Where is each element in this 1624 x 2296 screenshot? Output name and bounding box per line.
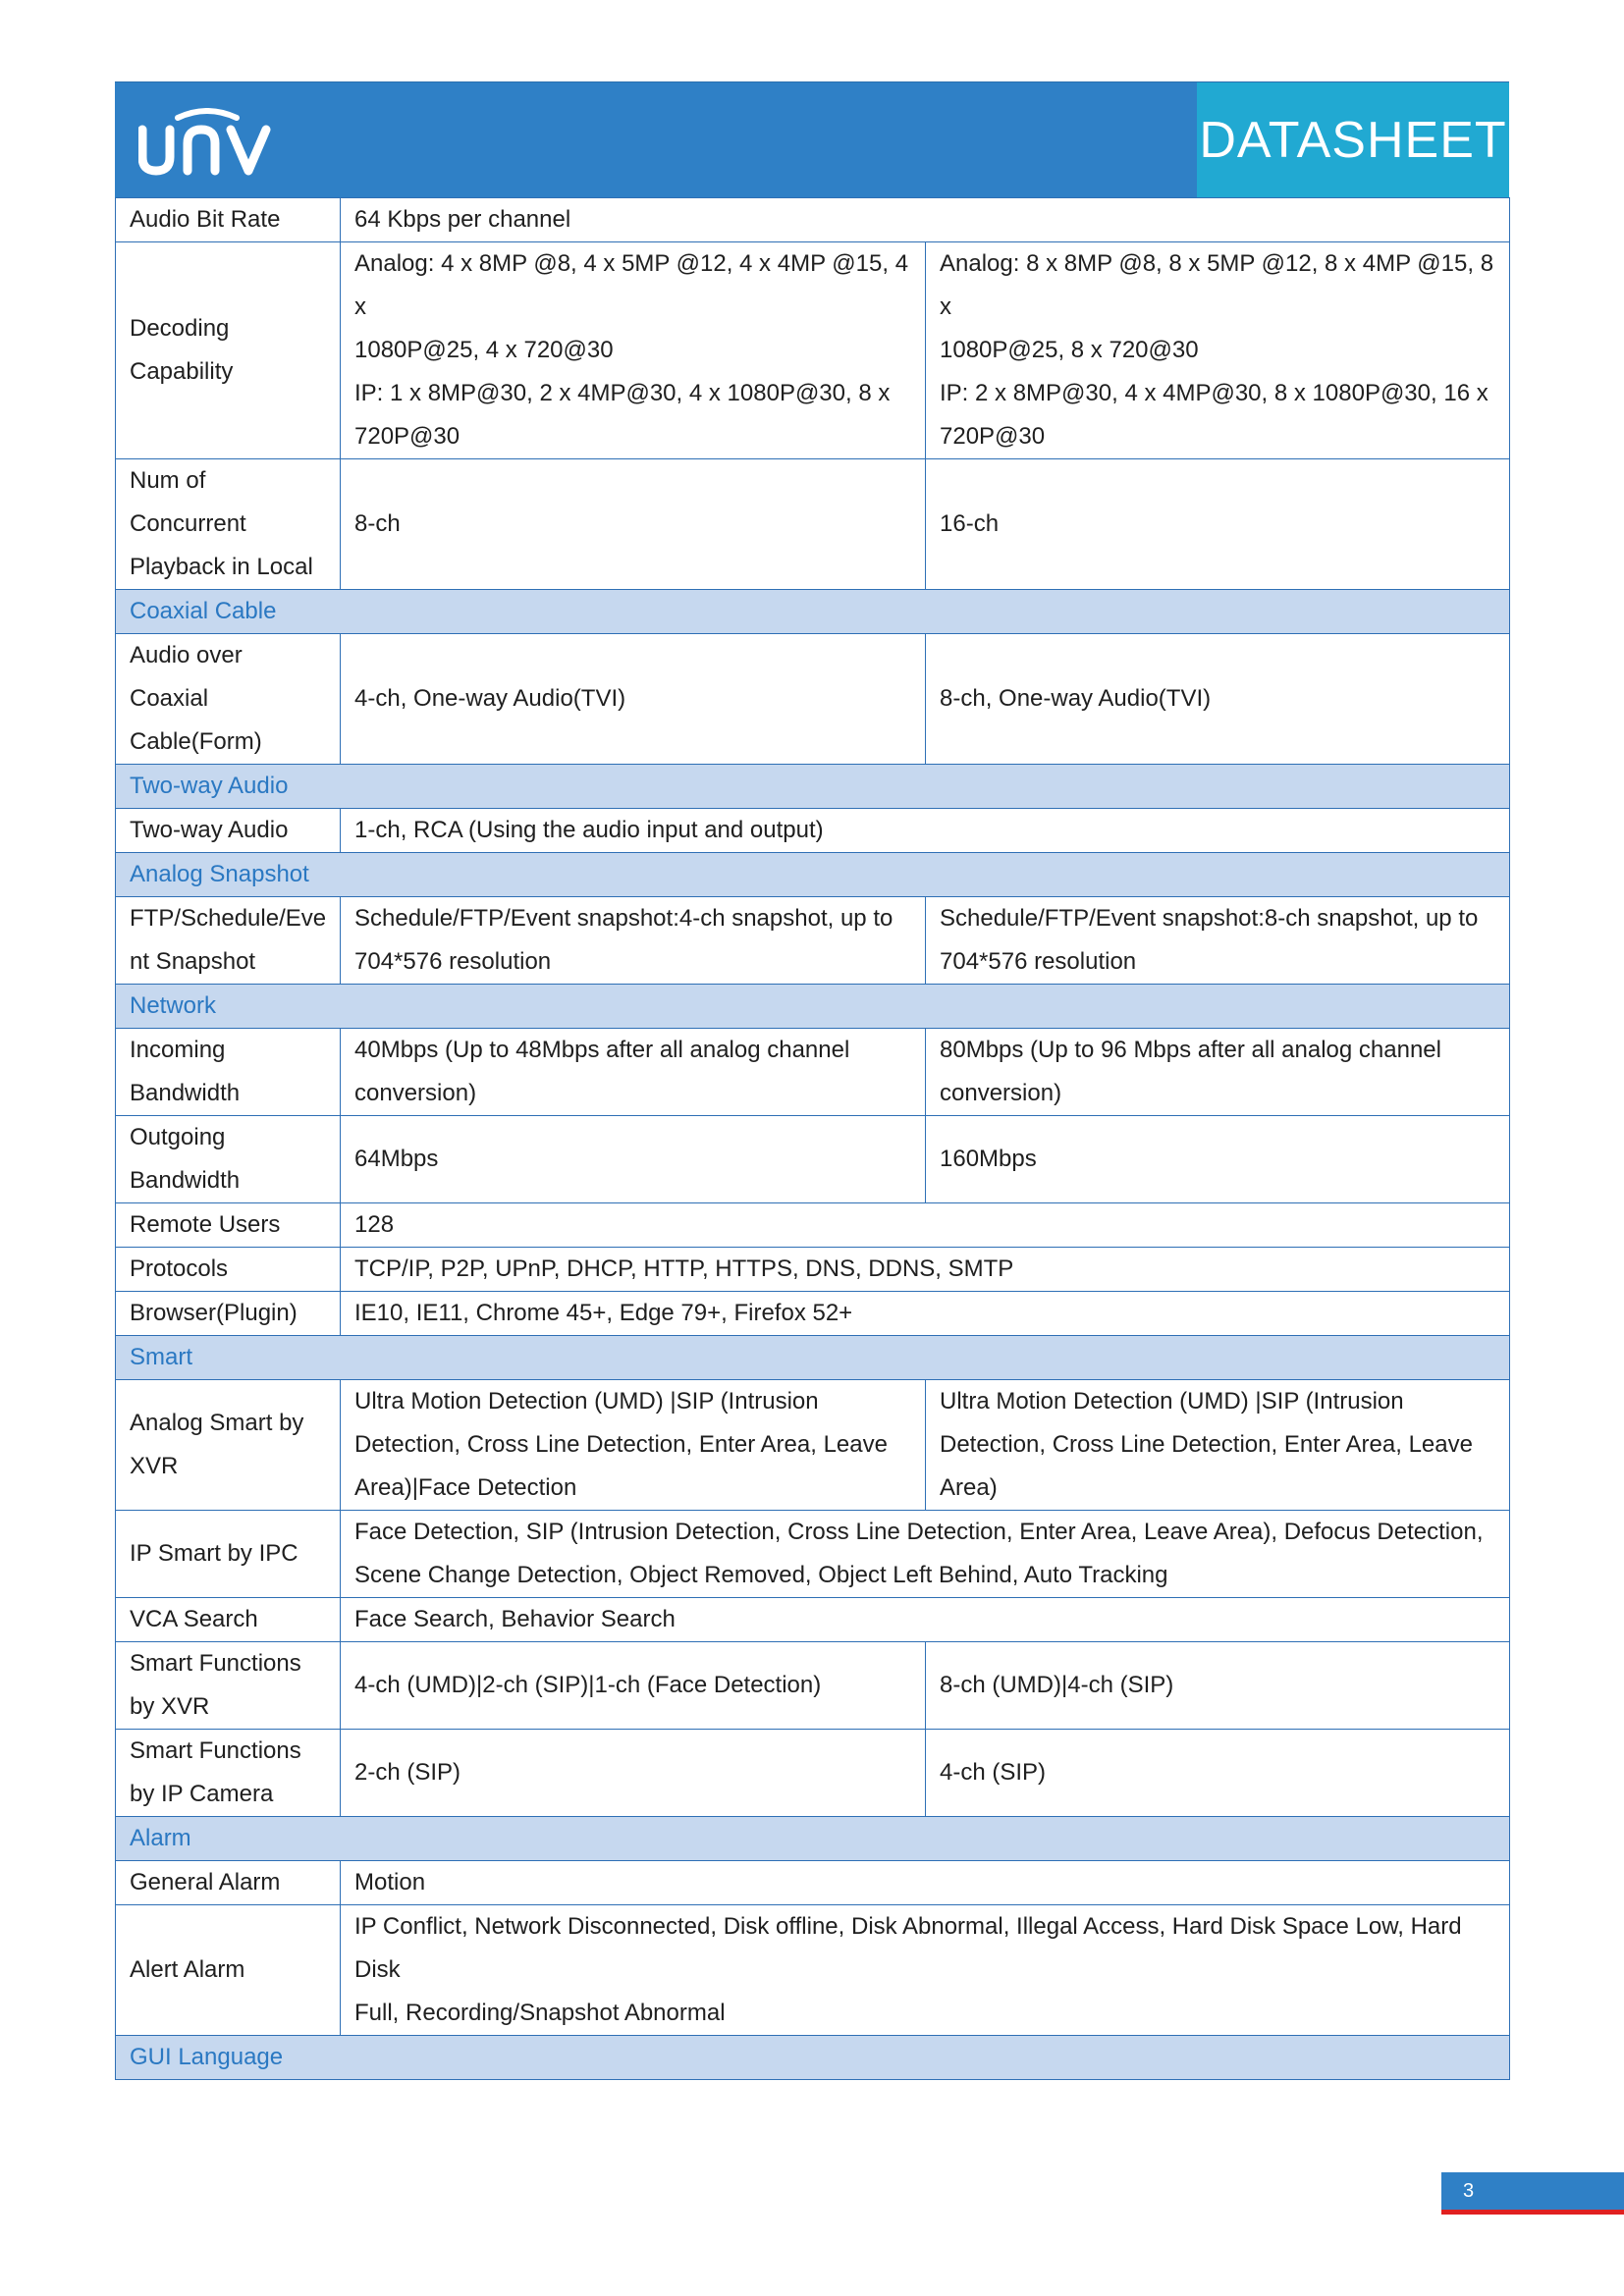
section-title: Coaxial Cable xyxy=(116,590,1510,634)
row-label: Analog Smart by XVR xyxy=(116,1380,341,1511)
page-number-badge xyxy=(1441,2172,1624,2210)
row-label: Audio Bit Rate xyxy=(116,198,341,242)
table-row xyxy=(116,1598,1510,1642)
section-header-row xyxy=(116,590,1510,634)
section-header-row xyxy=(116,1817,1510,1861)
section-title: Two-way Audio xyxy=(116,765,1510,809)
row-label: Audio over Coaxial Cable(Form) xyxy=(116,634,341,765)
table-row xyxy=(116,1642,1510,1730)
row-label: Outgoing Bandwidth xyxy=(116,1116,341,1203)
row-value-col1: 40Mbps (Up to 48Mbps after all analog channel conversion) xyxy=(341,1029,926,1116)
row-value-col1: 4-ch (UMD)|2-ch (SIP)|1-ch (Face Detection) xyxy=(341,1642,926,1730)
section-header-row xyxy=(116,985,1510,1029)
row-value: IP Conflict, Network Disconnected, Disk offline, Disk Abnormal, Illegal Access, Hard Disk Space Low, Hard Disk Full, Recording/Snapshot Abnormal xyxy=(341,1905,1510,2036)
row-label: Decoding Capability xyxy=(116,242,341,459)
row-value-col2: 8-ch (UMD)|4-ch (SIP) xyxy=(926,1642,1510,1730)
row-label: VCA Search xyxy=(116,1598,341,1642)
table-row xyxy=(116,1292,1510,1336)
section-title: Alarm xyxy=(116,1817,1510,1861)
section-title: Network xyxy=(116,985,1510,1029)
row-value-col1: Analog: 4 x 8MP @8, 4 x 5MP @12, 4 x 4MP @15, 4 x 1080P@25, 4 x 720@30 IP: 1 x 8MP@30, 2 x 4MP@30, 4 x 1080P@30, 8 x 720P@30 xyxy=(341,242,926,459)
row-label: General Alarm xyxy=(116,1861,341,1905)
row-label: IP Smart by IPC xyxy=(116,1511,341,1598)
row-label: Smart Functions by XVR xyxy=(116,1642,341,1730)
row-value-col2: 160Mbps xyxy=(926,1116,1510,1203)
row-value: Face Detection, SIP (Intrusion Detection, Cross Line Detection, Enter Area, Leave Area), Defocus Detection, Scene Change Detection, Object Removed, Object Left Behind, Auto Tracking xyxy=(341,1511,1510,1598)
row-value-col1: Ultra Motion Detection (UMD) |SIP (Intrusion Detection, Cross Line Detection, Enter Area, Leave Area)|Face Detection xyxy=(341,1380,926,1511)
row-value-col1: 8-ch xyxy=(341,459,926,590)
section-header-row xyxy=(116,1336,1510,1380)
table-row xyxy=(116,1029,1510,1116)
table-row xyxy=(116,809,1510,853)
unv-logo xyxy=(138,108,276,184)
table-row xyxy=(116,1380,1510,1511)
table-row xyxy=(116,1116,1510,1203)
datasheet-label-block xyxy=(1197,82,1509,198)
section-title: GUI Language xyxy=(116,2036,1510,2080)
row-value-col1: Schedule/FTP/Event snapshot:4-ch snapshot, up to 704*576 resolution xyxy=(341,897,926,985)
row-label: Protocols xyxy=(116,1248,341,1292)
section-title: Analog Snapshot xyxy=(116,853,1510,897)
spec-table xyxy=(115,197,1510,2080)
row-value-col2: 8-ch, One-way Audio(TVI) xyxy=(926,634,1510,765)
row-value-col2: 80Mbps (Up to 96 Mbps after all analog channel conversion) xyxy=(926,1029,1510,1116)
row-label: Remote Users xyxy=(116,1203,341,1248)
table-row xyxy=(116,1203,1510,1248)
row-label: Smart Functions by IP Camera xyxy=(116,1730,341,1817)
unv-logo-mark xyxy=(138,108,276,179)
table-row xyxy=(116,897,1510,985)
table-row xyxy=(116,1730,1510,1817)
page-accent-bar xyxy=(1441,2210,1624,2215)
row-value: 128 xyxy=(341,1203,1510,1248)
row-value-col2: 4-ch (SIP) xyxy=(926,1730,1510,1817)
row-value: Motion xyxy=(341,1861,1510,1905)
row-value: 1-ch, RCA (Using the audio input and output) xyxy=(341,809,1510,853)
row-label: Two-way Audio xyxy=(116,809,341,853)
datasheet-header xyxy=(115,81,1509,198)
table-row xyxy=(116,1248,1510,1292)
row-value-col2: Ultra Motion Detection (UMD) |SIP (Intrusion Detection, Cross Line Detection, Enter Area, Leave Area) xyxy=(926,1380,1510,1511)
table-row xyxy=(116,1861,1510,1905)
datasheet-title: DATASHEET xyxy=(1199,112,1507,169)
row-label: Alert Alarm xyxy=(116,1905,341,2036)
section-header-row xyxy=(116,765,1510,809)
table-row xyxy=(116,242,1510,459)
row-label: Incoming Bandwidth xyxy=(116,1029,341,1116)
table-row xyxy=(116,1905,1510,2036)
row-value: IE10, IE11, Chrome 45+, Edge 79+, Firefox 52+ xyxy=(341,1292,1510,1336)
row-value: Face Search, Behavior Search xyxy=(341,1598,1510,1642)
row-value-col1: 64Mbps xyxy=(341,1116,926,1203)
row-label: Num of Concurrent Playback in Local xyxy=(116,459,341,590)
table-row xyxy=(116,634,1510,765)
row-value-col1: 2-ch (SIP) xyxy=(341,1730,926,1817)
table-row xyxy=(116,459,1510,590)
row-value-col2: Analog: 8 x 8MP @8, 8 x 5MP @12, 8 x 4MP @15, 8 x 1080P@25, 8 x 720@30 IP: 2 x 8MP@30, 4 x 4MP@30, 8 x 1080P@30, 16 x 720P@30 xyxy=(926,242,1510,459)
row-value: TCP/IP, P2P, UPnP, DHCP, HTTP, HTTPS, DNS, DDNS, SMTP xyxy=(341,1248,1510,1292)
row-value-col1: 4-ch, One-way Audio(TVI) xyxy=(341,634,926,765)
section-header-row xyxy=(116,853,1510,897)
section-title: Smart xyxy=(116,1336,1510,1380)
row-label: Browser(Plugin) xyxy=(116,1292,341,1336)
row-value-col2: Schedule/FTP/Event snapshot:8-ch snapshot, up to 704*576 resolution xyxy=(926,897,1510,985)
table-row xyxy=(116,198,1510,242)
page-number: 3 xyxy=(1463,2179,1475,2202)
row-label: FTP/Schedule/Eve nt Snapshot xyxy=(116,897,341,985)
row-value: 64 Kbps per channel xyxy=(341,198,1510,242)
section-header-row xyxy=(116,2036,1510,2080)
row-value-col2: 16-ch xyxy=(926,459,1510,590)
table-row xyxy=(116,1511,1510,1598)
